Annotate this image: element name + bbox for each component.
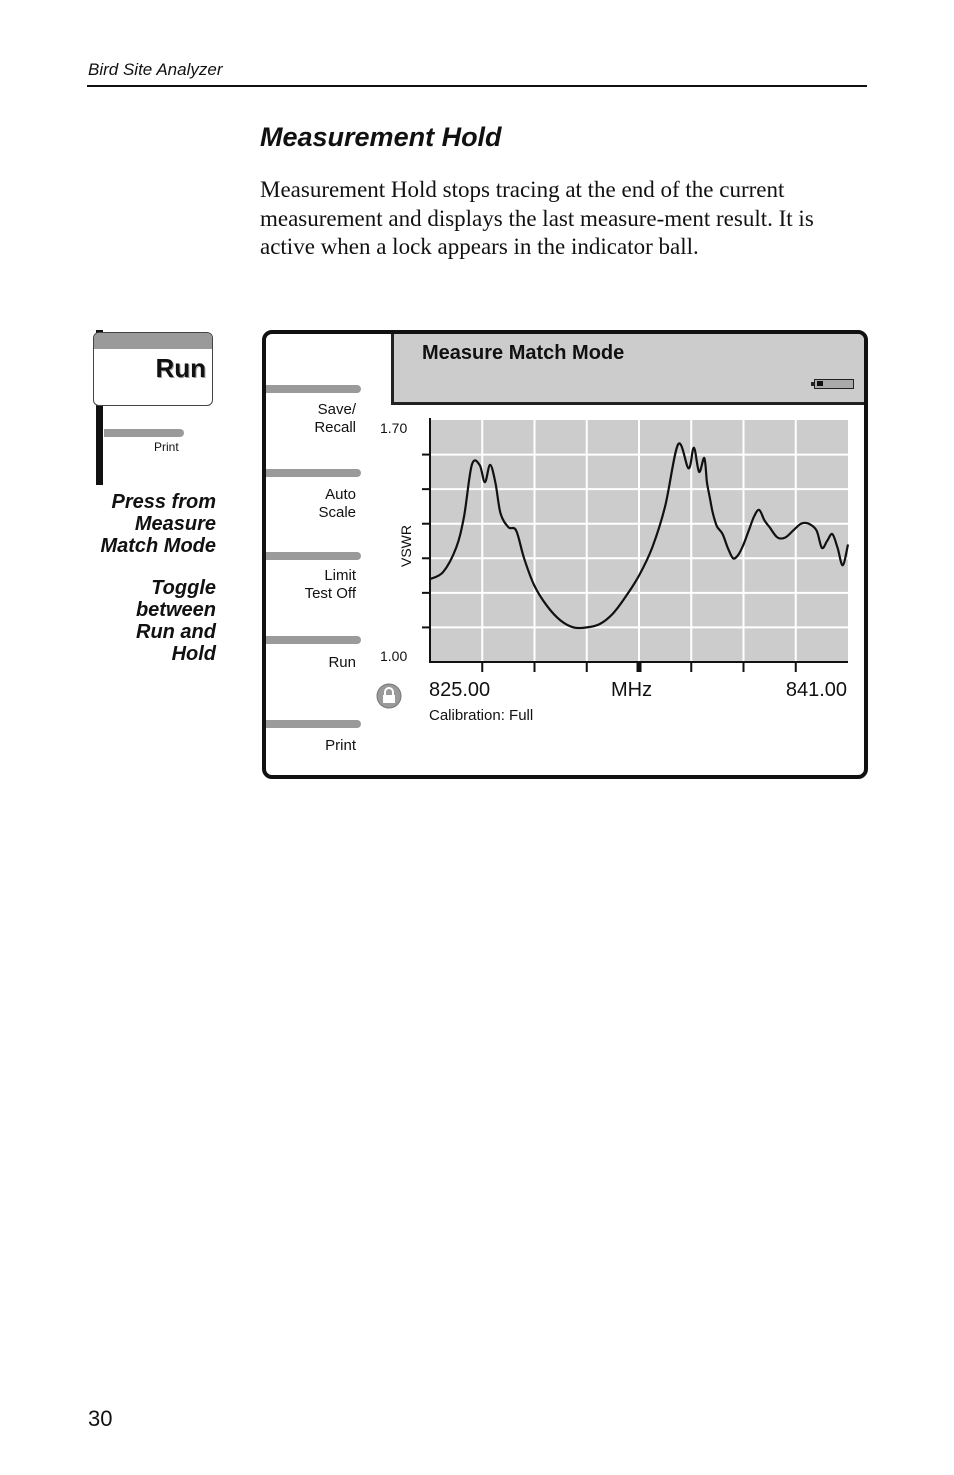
calibration-status: Calibration: Full [429, 707, 534, 724]
softkey-label-line: Auto [325, 486, 356, 503]
note-line: Run and [136, 621, 216, 643]
print-key[interactable] [104, 429, 184, 437]
note-line: Match Mode [100, 535, 216, 557]
y-tick-label-top: 1.70 [380, 420, 408, 436]
softkey-label-line: Print [325, 737, 356, 754]
y-axis-label: VSWR [398, 525, 414, 567]
note-line: Toggle [151, 577, 216, 599]
run-key-top-strip [94, 333, 212, 349]
note-line: Press from [111, 491, 216, 513]
note-press-from-measure-match-mode [100, 491, 216, 557]
vswr-chart [266, 334, 864, 775]
print-key-label: Print [154, 440, 179, 454]
run-key[interactable] [93, 332, 213, 406]
y-tick-label-bottom: 1.00 [380, 648, 408, 664]
x-tick-label-end: 841.00 [785, 679, 847, 701]
analyzer-screen [262, 330, 868, 779]
note-line: between [135, 599, 216, 621]
softkey-label-line: Save/ [317, 401, 356, 418]
note-line: Hold [171, 643, 216, 665]
softkey-label-line: Limit [324, 567, 356, 584]
header-rule [87, 85, 867, 87]
running-header: Bird Site Analyzer [88, 60, 223, 79]
softkey-label-line: Run [328, 654, 356, 671]
softkey-label-line: Test Off [304, 585, 356, 602]
note-line: Measure [134, 513, 216, 535]
mode-title: Measure Match Mode [422, 342, 625, 364]
lock-icon [377, 684, 401, 708]
section-body: Measurement Hold stops tracing at the end of the current measurement and displays the last measure-ment result. It is active when a lock appears in the indicator ball. [260, 177, 814, 259]
x-tick-label-start: 825.00 [429, 679, 491, 701]
page-number: 30 [88, 1406, 113, 1431]
softkey-label-line: Scale [318, 504, 356, 521]
x-axis-unit-label: MHz [611, 679, 653, 701]
section-title: Measurement Hold [260, 122, 502, 152]
softkey-label-line: Recall [314, 419, 356, 436]
run-key-label: Run [155, 353, 206, 383]
note-toggle-run-hold [136, 577, 216, 665]
